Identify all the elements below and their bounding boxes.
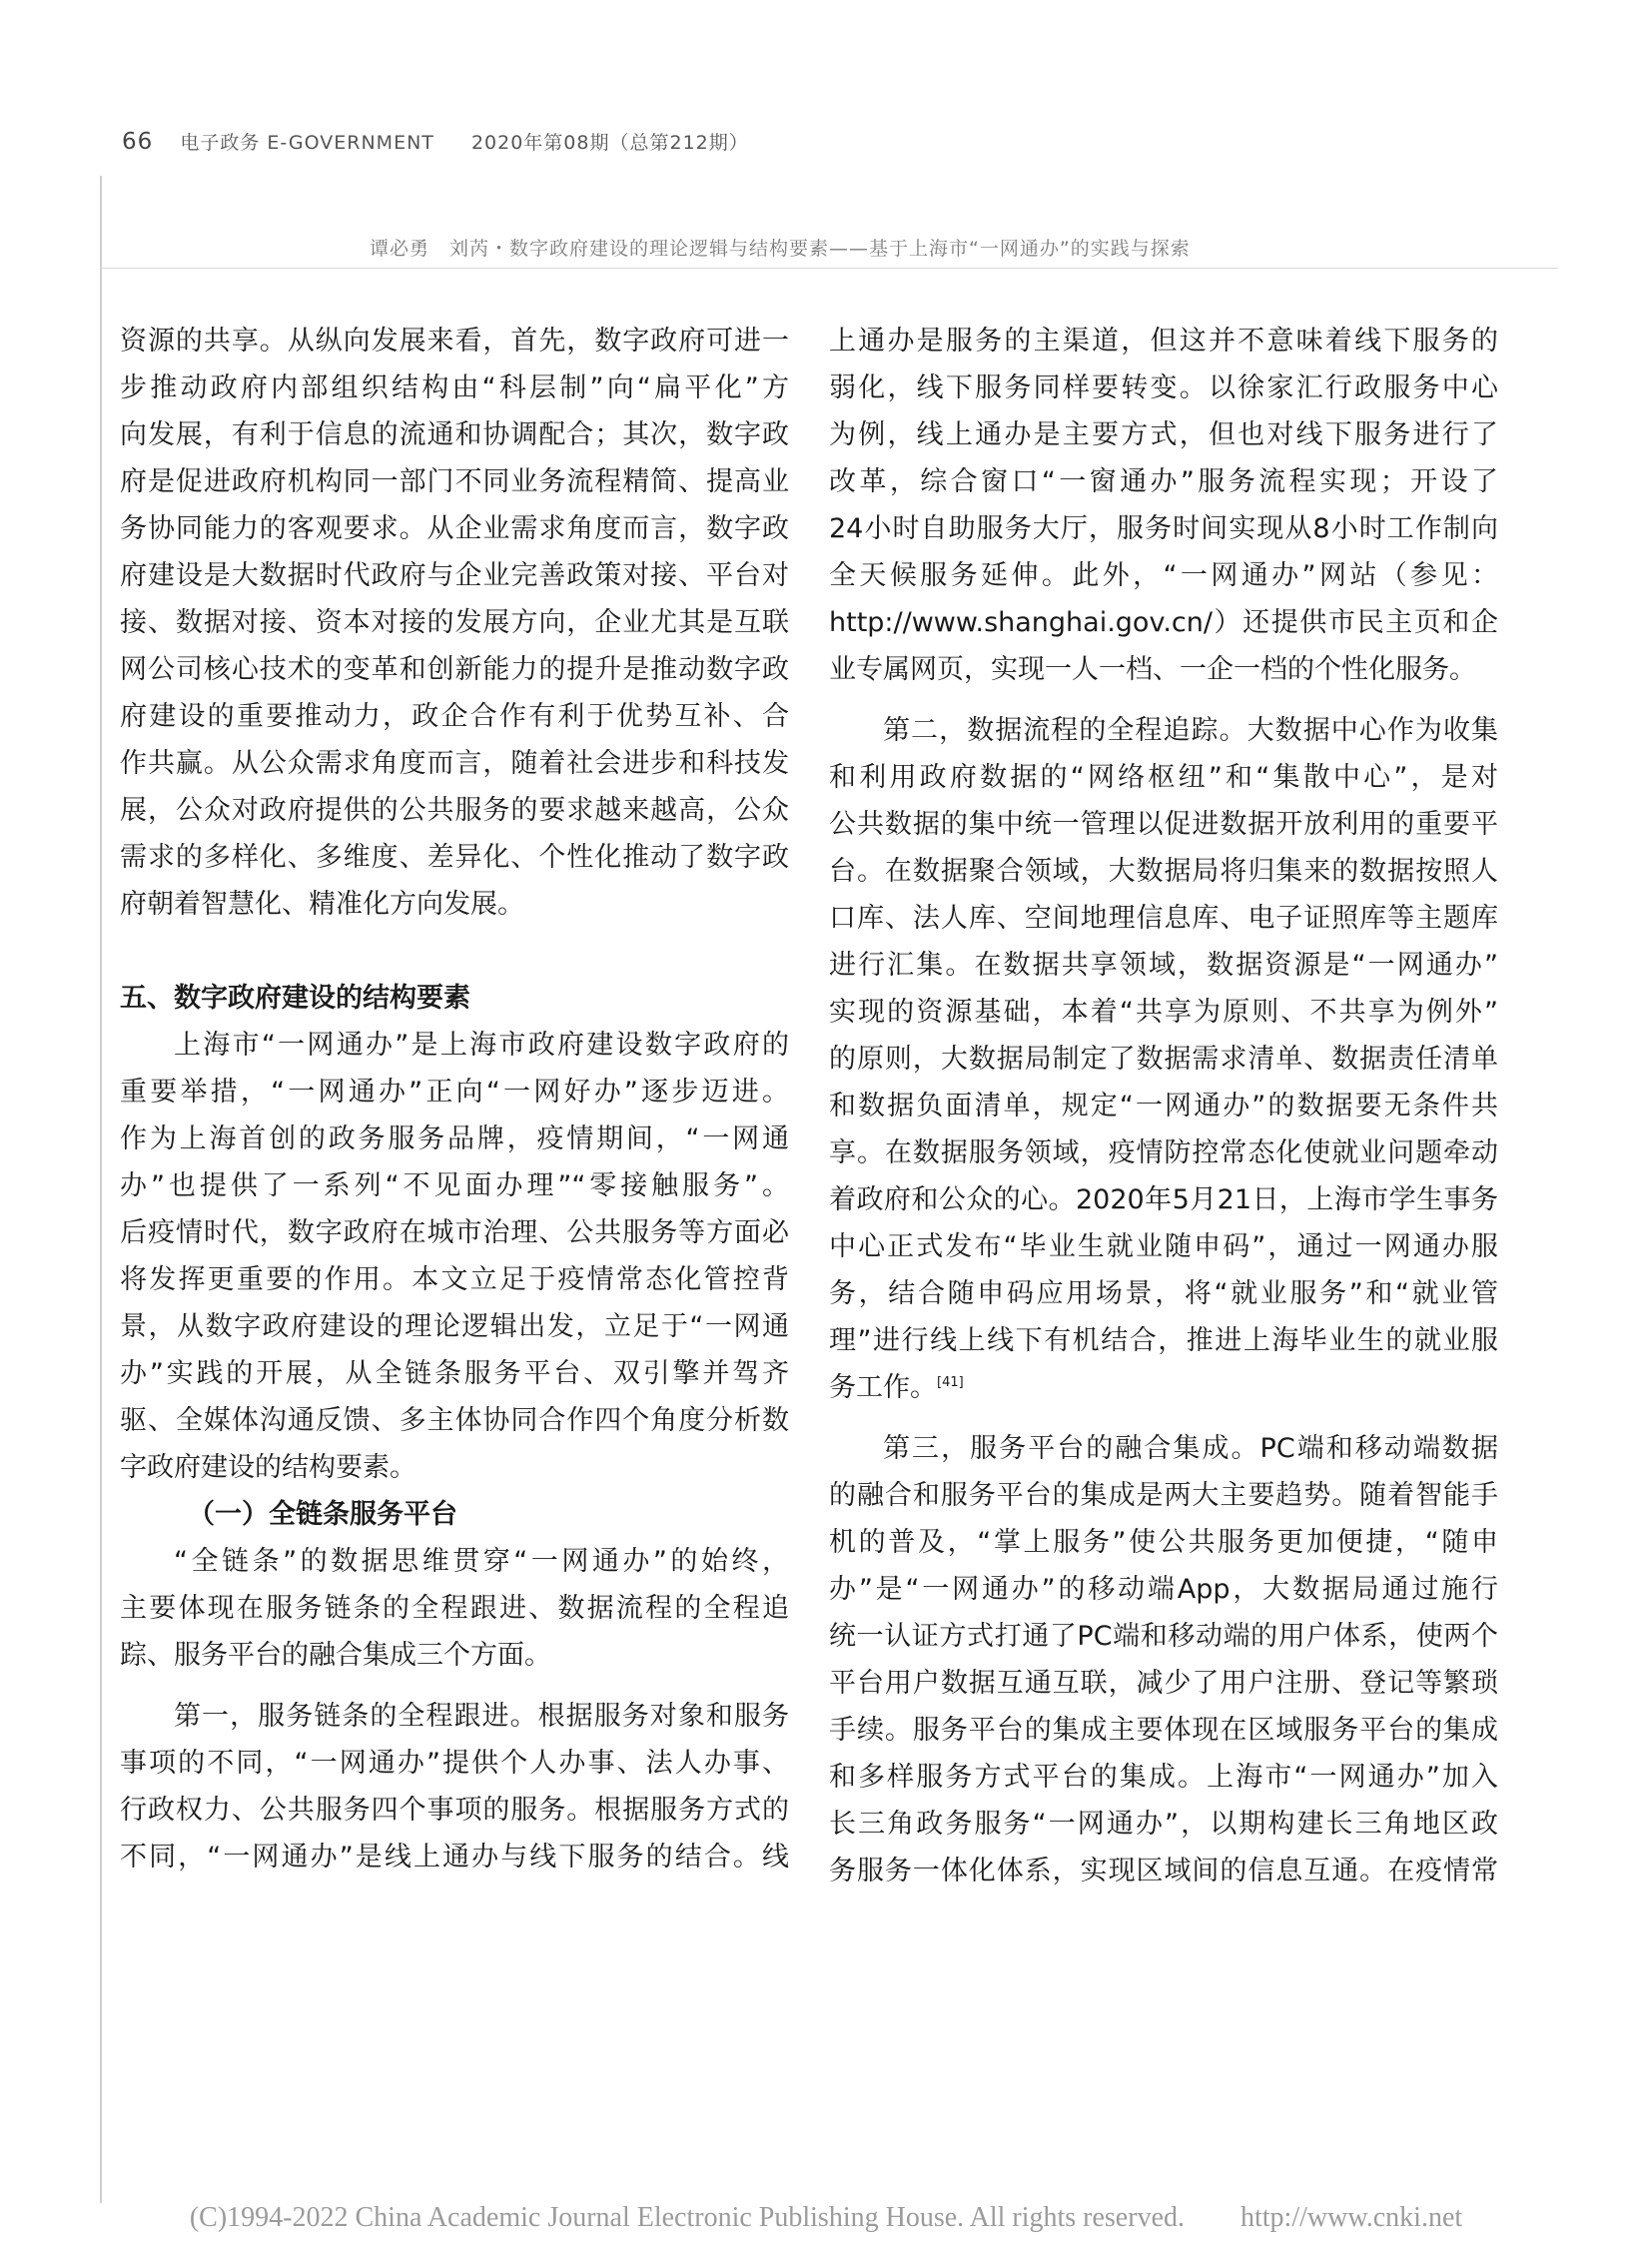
text-line: 资源的共享。从纵向发展来看，首先，数字政府可进一 — [120, 326, 789, 357]
text-line: 府是促进政府机构同一部门不同业务流程精简、提高业 — [120, 466, 789, 497]
text-line: 第二，数据流程的全程追踪。大数据中心作为收集 — [883, 715, 1498, 746]
text-line: 长三角政务服务“一网通办”，以期构建长三角地区政 — [829, 1809, 1498, 1840]
text-line: 事项的不同，“一网通办”提供个人办事、法人办事、 — [120, 1748, 789, 1779]
text-line: 的原则，大数据局制定了数据需求清单、数据责任清单 — [829, 1044, 1498, 1075]
journal-name: 电子政务 E-GOVERNMENT — [180, 132, 434, 154]
text-line: 务，结合随申码应用场景，将“就业服务”和“就业管 — [829, 1278, 1498, 1309]
text-line: “全链条”的数据思维贯穿“一网通办”的始终， — [174, 1546, 789, 1577]
running-title: 谭必勇 刘芮・数字政府建设的理论逻辑与结构要素——基于上海市“一网通办”的实践与探索 — [370, 238, 1191, 260]
section-heading: 五、数字政府建设的结构要素 — [120, 983, 470, 1014]
journal-header — [122, 128, 749, 155]
text-line: 弱化，线下服务同样要转变。以徐家汇行政服务中心 — [829, 373, 1498, 403]
text-line: 主要体现在服务链条的全程跟进、数据流程的全程追 — [120, 1593, 789, 1624]
text-line: 和多样服务方式平台的集成。上海市“一网通办”加入 — [829, 1762, 1498, 1793]
text-line: 步推动政府内部组织结构由“科层制”向“扁平化”方 — [120, 373, 789, 403]
text-line: 为例，线上通办是主要方式，但也对线下服务进行了 — [829, 419, 1498, 450]
text-line: 和利用政府数据的“网络枢纽”和“集散中心”，是对 — [829, 762, 1498, 793]
text-line: 行政权力、公共服务四个事项的服务。根据服务方式的 — [120, 1795, 789, 1826]
paragraph-gap — [829, 1411, 1498, 1425]
text-line: 办”也提供了一系列“不见面办理”“零接触服务”。 — [120, 1170, 789, 1201]
text-line: 不同，“一网通办”是线上通办与线下服务的结合。线 — [120, 1842, 789, 1872]
text-line: 统一认证方式打通了PC端和移动端的用户体系，使两个 — [829, 1621, 1498, 1652]
text-line: 第一，服务链条的全程跟进。根据服务对象和服务 — [174, 1701, 789, 1732]
text-line: 务工作。[41] — [829, 1372, 964, 1403]
text-line: 上海市“一网通办”是上海市政府建设数字政府的 — [174, 1030, 789, 1061]
text-line: 务协同能力的客观要求。从企业需求角度而言，数字政 — [120, 513, 789, 544]
left-column — [120, 318, 789, 1880]
text-line: 全天候服务延伸。此外，“一网通办”网站（参见： — [829, 560, 1498, 591]
paragraph-gap — [120, 928, 789, 975]
text-line: 接、数据对接、资本对接的发展方向，企业尤其是互联 — [120, 607, 789, 638]
margin-rule — [100, 176, 102, 2203]
text-line: 公共数据的集中统一管理以促进数据开放利用的重要平 — [829, 809, 1498, 840]
text-line: 机的普及，“掌上服务”使公共服务更加便捷，“随申 — [829, 1527, 1498, 1558]
text-line: 字政府建设的结构要素。 — [120, 1452, 416, 1483]
text-line: 向发展，有利于信息的流通和协调配合；其次，数字政 — [120, 419, 789, 450]
text-line: 后疫情时代，数字政府在城市治理、公共服务等方面必 — [120, 1217, 789, 1248]
text-line: 理”进行线上线下有机结合，推进上海毕业生的就业服 — [829, 1325, 1498, 1356]
text-line: 中心正式发布“毕业生就业随申码”，通过一网通办服 — [829, 1231, 1498, 1262]
text-line: 改革，综合窗口“一窗通办”服务流程实现；开设了 — [829, 466, 1498, 497]
header-divider — [100, 268, 1558, 269]
text-line: 网公司核心技术的变革和创新能力的提升是推动数字政 — [120, 654, 789, 685]
issue-info: 2020年第08期（总第212期） — [470, 132, 749, 154]
citation-ref: [41] — [937, 1375, 964, 1390]
text-line: 24小时自助服务大厅，服务时间实现从8小时工作制向 — [829, 513, 1498, 544]
text-line: 需求的多样化、多维度、差异化、个性化推动了数字政 — [120, 842, 789, 873]
text-line: 着政府和公众的心。2020年5月21日，上海市学生事务 — [829, 1184, 1498, 1215]
text-line: 上通办是服务的主渠道，但这并不意味着线下服务的 — [829, 326, 1498, 357]
text-line: 展，公众对政府提供的公共服务的要求越来越高，公众 — [120, 795, 789, 826]
text-line: 手续。服务平台的集成主要体现在区域服务平台的集成 — [829, 1715, 1498, 1746]
text-line: 台。在数据聚合领域，大数据局将归集来的数据按照人 — [829, 856, 1498, 887]
text-line: 府建设的重要推动力，政企合作有利于优势互补、合 — [120, 701, 789, 732]
text-line: 驱、全媒体沟通反馈、多主体协同合作四个角度分析数 — [120, 1405, 789, 1436]
text-line: 实现的资源基础，本着“共享为原则、不共享为例外” — [829, 997, 1498, 1028]
page-number: 66 — [122, 129, 154, 155]
text-line: 重要举措，“一网通办”正向“一网好办”逐步迈进。 — [120, 1077, 789, 1108]
text-line: 将发挥更重要的作用。本文立足于疫情常态化管控背 — [120, 1264, 789, 1295]
text-line: 景，从数字政府建设的理论逻辑出发，立足于“一网通 — [120, 1311, 789, 1342]
text-line: 平台用户数据互通互联，减少了用户注册、登记等繁琐 — [829, 1668, 1498, 1699]
text-line: 作共赢。从公众需求角度而言，随着社会进步和科技发 — [120, 748, 789, 779]
text-line: 第三，服务平台的融合集成。PC端和移动端数据 — [883, 1433, 1498, 1464]
text-line: 踪、服务平台的融合集成三个方面。 — [120, 1640, 551, 1671]
right-column — [829, 318, 1498, 1894]
text-line: 府朝着智慧化、精准化方向发展。 — [120, 889, 524, 920]
text-line: 作为上海首创的政务服务品牌，疫情期间，“一网通 — [120, 1123, 789, 1154]
copyright-footer: (C)1994-2022 China Academic Journal Electronic Publishing House. All rights reserved. http://www.cnki.net — [189, 2202, 1463, 2233]
text-line: 业专属网页，实现一人一档、一企一档的个性化服务。 — [829, 654, 1476, 685]
paragraph-gap — [120, 1679, 789, 1693]
paragraph-gap — [829, 693, 1498, 707]
text-line: 口库、法人库、空间地理信息库、电子证照库等主题库 — [829, 903, 1498, 934]
text-line: 府建设是大数据时代政府与企业完善政策对接、平台对 — [120, 560, 789, 591]
text-line: 务服务一体化体系，实现区域间的信息互通。在疫情常 — [829, 1856, 1498, 1886]
subsection-heading: （一）全链条服务平台 — [188, 1499, 457, 1530]
text-line: 的融合和服务平台的集成是两大主要趋势。随着智能手 — [829, 1480, 1498, 1511]
text-line: 和数据负面清单，规定“一网通办”的数据要无条件共 — [829, 1091, 1498, 1121]
text-line: http://www.shanghai.gov.cn/）还提供市民主页和企 — [829, 607, 1498, 638]
text-line: 进行汇集。在数据共享领域，数据资源是“一网通办” — [829, 950, 1498, 981]
text-line: 享。在数据服务领域，疫情防控常态化使就业问题牵动 — [829, 1137, 1498, 1168]
text-line: 办”实践的开展，从全链条服务平台、双引擎并驾齐 — [120, 1358, 789, 1389]
text-line: 办”是“一网通办”的移动端App，大数据局通过施行 — [829, 1574, 1498, 1605]
